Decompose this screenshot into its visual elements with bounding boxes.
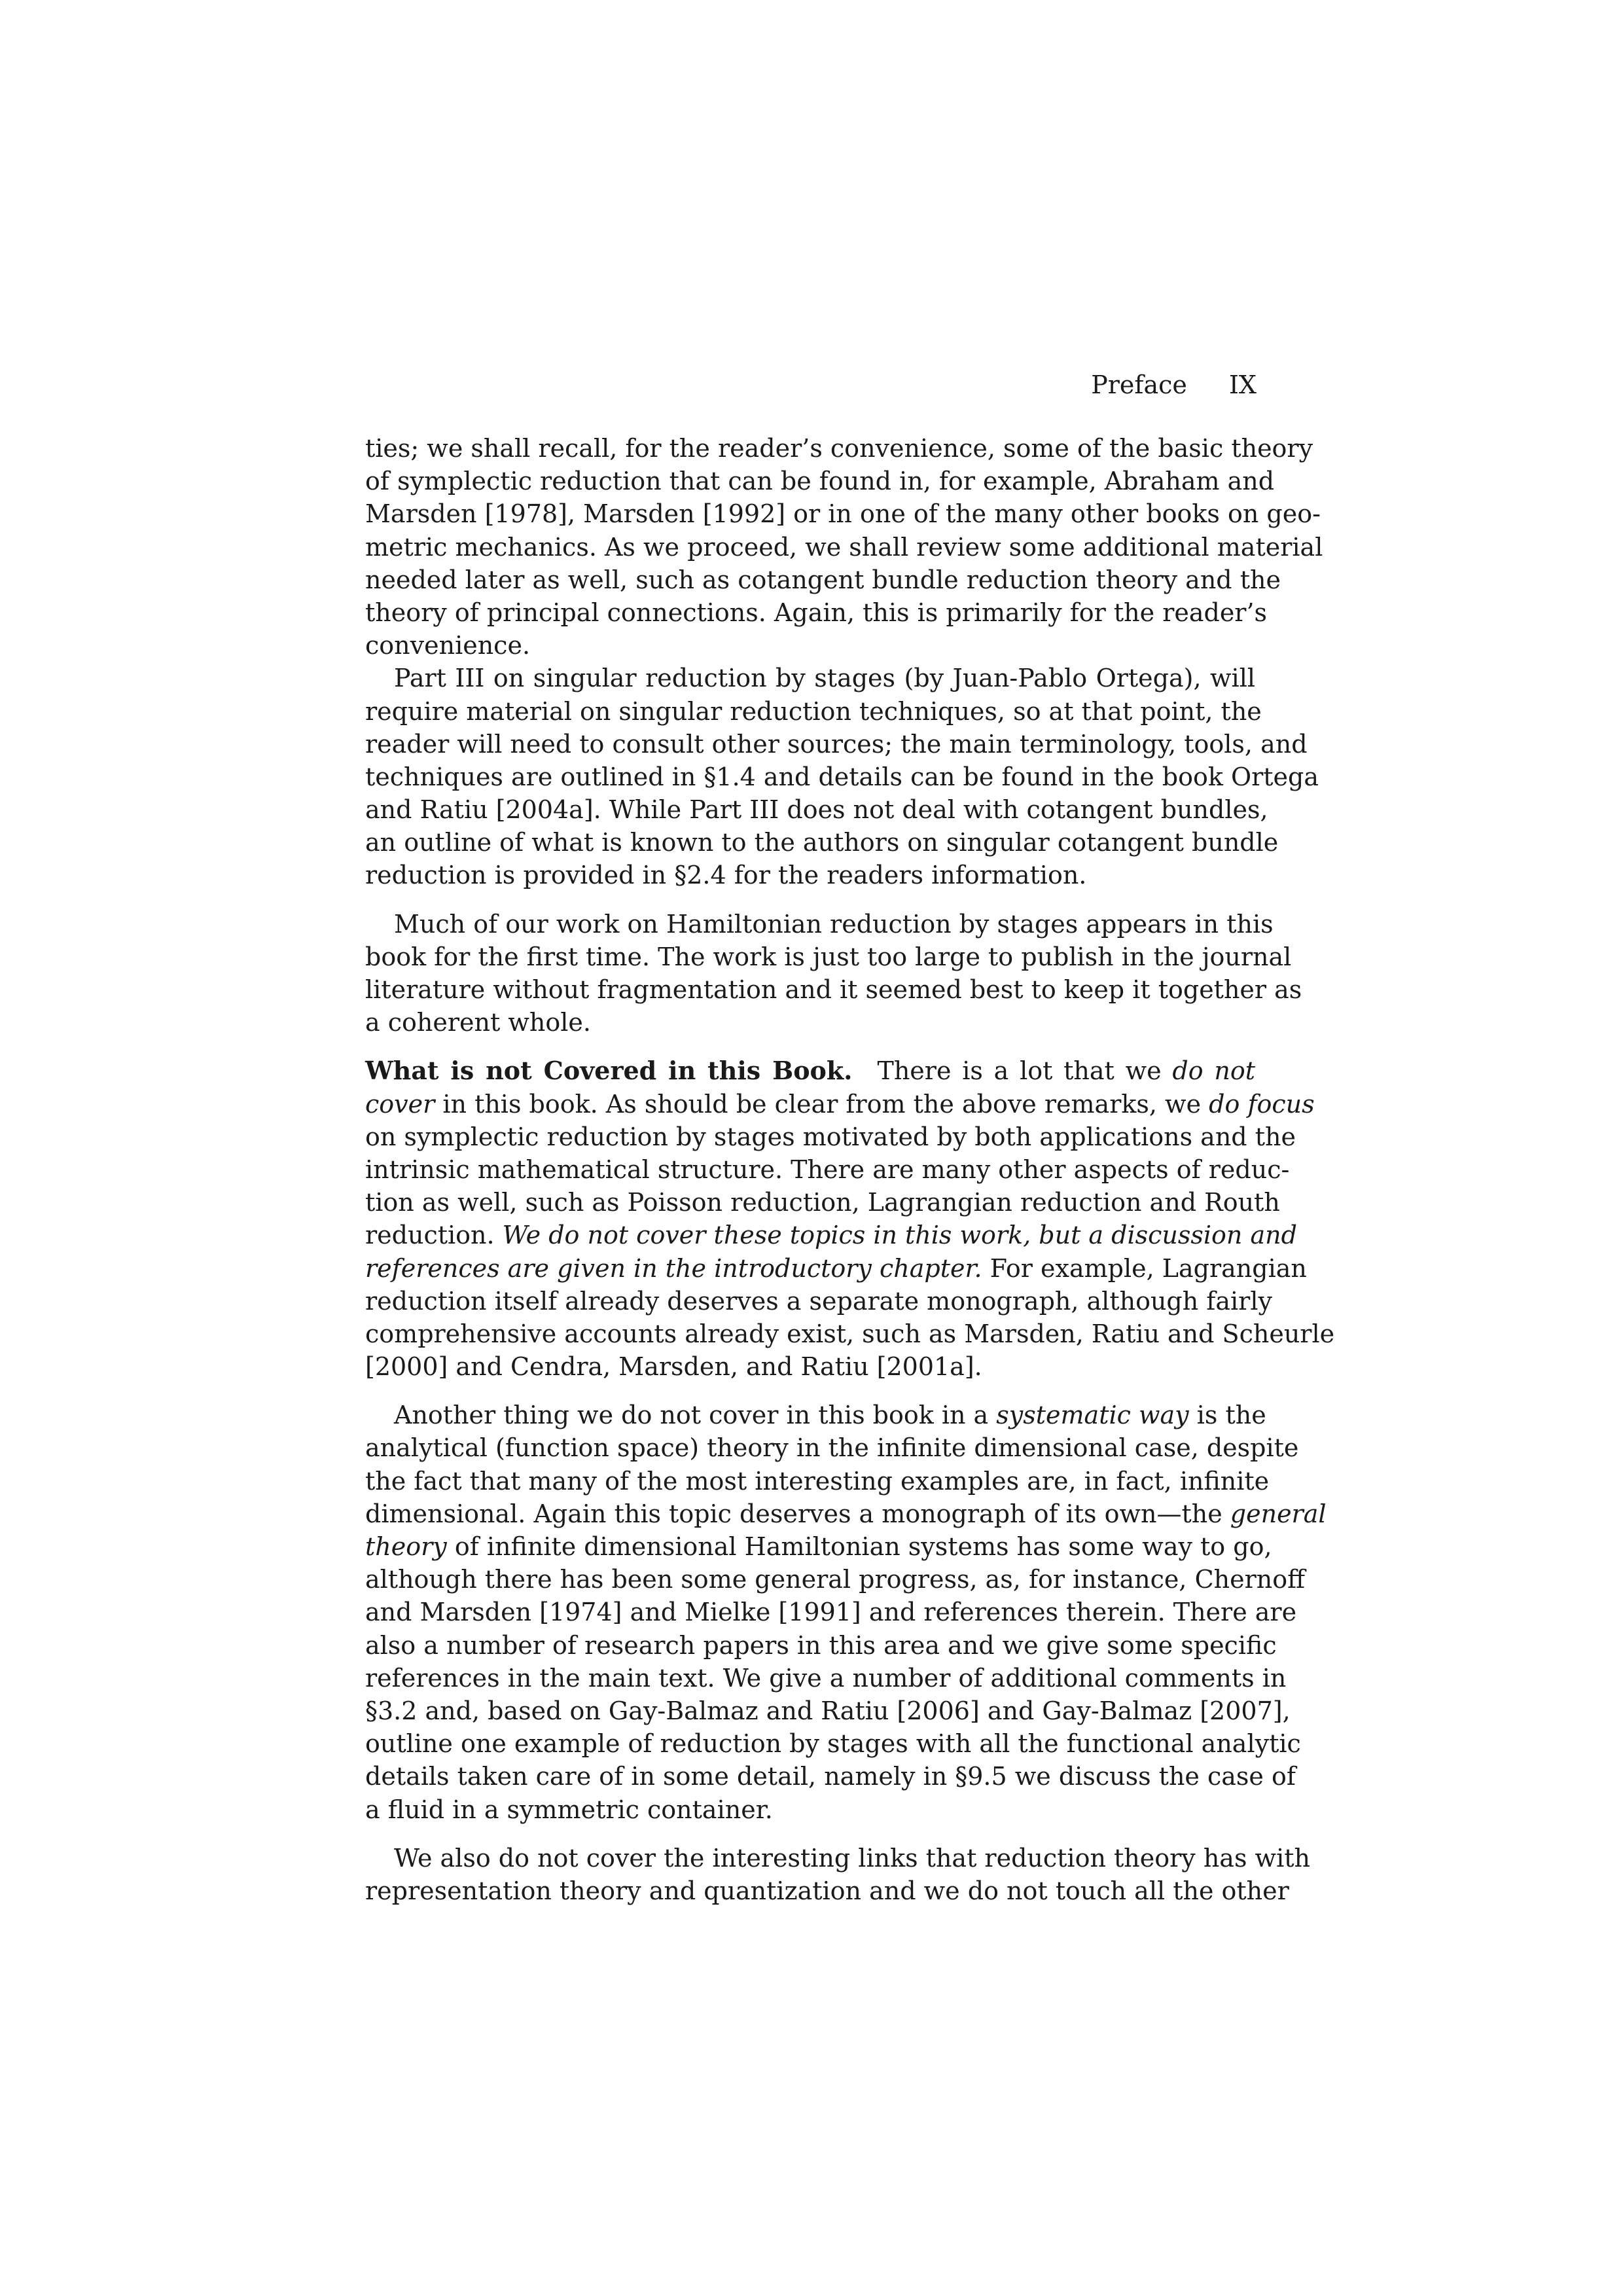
text-line: a fluid in a symmetric container. [365, 1795, 773, 1824]
text-line [365, 1530, 1272, 1563]
text-line: needed later as well, such as cotangent bundle reduction theory and the [365, 565, 1281, 594]
paragraph-gap [365, 1383, 1255, 1399]
running-head [1021, 365, 1257, 404]
emphasis-text: systematic way [996, 1401, 1189, 1430]
page-number: IX [1228, 370, 1257, 399]
text-line: and Ratiu [2004a]. While Part III does not deal with cotangent bundles, [365, 795, 1268, 825]
text-run: of infinite dimensional Hamiltonian systems has some way to go, [446, 1532, 1272, 1561]
section-run-in-heading: What is not Covered in this Book. [365, 1056, 853, 1086]
text-run: is the [1188, 1401, 1266, 1430]
text-line: [2000] and Cendra, Marsden, and Ratiu [2001a]. [365, 1352, 982, 1382]
paragraph [365, 1842, 1310, 1907]
text-run: There is a lot that we [877, 1056, 1173, 1086]
text-run: in this book. As should be clear from the above remarks, we [435, 1089, 1209, 1119]
paragraph [365, 662, 1319, 891]
paragraph-gap [365, 1039, 1255, 1054]
text-line: references in the main text. We give a number of additional comments in [365, 1663, 1287, 1693]
emphasis-text: general [1230, 1499, 1327, 1528]
emphasis-text: do not [1172, 1056, 1255, 1086]
text-line: analytical (function space) theory in the infinite dimensional case, despite [365, 1433, 1299, 1463]
paragraph-gap [365, 892, 1255, 908]
text-line: reduction itself already deserves a separate monograph, although fairly [365, 1286, 1272, 1316]
text-line [365, 1088, 1315, 1121]
emphasis-text: theory [365, 1532, 447, 1561]
text-line [365, 1399, 1266, 1431]
text-line: and Marsden [1974] and Mielke [1991] and references therein. There are [365, 1598, 1297, 1627]
text-run [852, 1056, 877, 1085]
text-line: Marsden [1978], Marsden [1992] or in one of the many other books on geo- [365, 499, 1321, 529]
emphasis-text: We do not cover these topics in this work, but a discussion and [502, 1221, 1297, 1250]
text-line: techniques are outlined in §1.4 and details can be found in the book Ortega [365, 762, 1319, 791]
text-line: theory of principal connections. Again, this is primarily for the reader’s [365, 598, 1268, 627]
text-line [365, 1219, 1297, 1251]
text-line: tion as well, such as Poisson reduction, Lagrangian reduction and Routh [365, 1188, 1280, 1217]
text-run: reduction. [365, 1221, 503, 1250]
text-line: an outline of what is known to the authors on singular cotangent bundle [365, 828, 1279, 857]
text-line: literature without fragmentation and it seemed best to keep it together as [365, 975, 1302, 1004]
emphasis-text: cover [365, 1089, 435, 1119]
text-line: on symplectic reduction by stages motivated by both applications and the [365, 1122, 1296, 1151]
text-line: ties; we shall recall, for the reader’s convenience, some of the basic theory [365, 434, 1313, 463]
body-text [365, 432, 1335, 1907]
text-line: book for the first time. The work is just too large to publish in the journal [365, 942, 1292, 971]
paragraph-gap [365, 1826, 1255, 1842]
text-line: representation theory and quantization and we do not touch all the other [365, 1876, 1289, 1905]
text-line: convenience. [365, 631, 531, 660]
text-line: Much of our work on Hamiltonian reduction by stages appears in this [394, 909, 1274, 939]
text-line [365, 1252, 1307, 1285]
paragraph [365, 908, 1302, 1039]
text-line: outline one example of reduction by stages with all the functional analytic [365, 1729, 1301, 1759]
text-line: intrinsic mathematical structure. There are many other aspects of reduc- [365, 1155, 1290, 1184]
text-line: comprehensive accounts already exist, such as Marsden, Ratiu and Scheurle [365, 1319, 1335, 1348]
text-line: §3.2 and, based on Gay-Balmaz and Ratiu [2006] and Gay-Balmaz [2007], [365, 1696, 1291, 1725]
text-line: Part III on singular reduction by stages (by Juan-Pablo Ortega), will [394, 664, 1255, 693]
text-line: require material on singular reduction techniques, so at that point, the [365, 696, 1262, 726]
text-line: reduction is provided in §2.4 for the readers information. [365, 861, 1087, 890]
text-line: We also do not cover the interesting links that reduction theory has with [394, 1843, 1310, 1873]
text-line: metric mechanics. As we proceed, we shall review some additional material [365, 532, 1323, 562]
paragraph-not-covered [365, 1054, 1335, 1383]
emphasis-text: references are given in the introductory chapter. [365, 1253, 982, 1283]
paragraph [365, 432, 1323, 662]
text-line: the fact that many of the most interesting examples are, in fact, infinite [365, 1466, 1270, 1496]
text-run: Another thing we do not cover in this book in a [394, 1401, 997, 1430]
text-line [365, 1498, 1327, 1530]
text-run: For example, Lagrangian [982, 1253, 1307, 1283]
text-line: details taken care of in some detail, namely in §9.5 we discuss the case of [365, 1762, 1296, 1791]
text-line: also a number of research papers in this area and we give some specific [365, 1630, 1277, 1660]
text-line: of symplectic reduction that can be found in, for example, Abraham and [365, 467, 1275, 496]
running-head-title: Preface [1091, 370, 1187, 399]
paragraph [365, 1399, 1327, 1825]
text-line: although there has been some general progress, as, for instance, Chernoff [365, 1565, 1306, 1594]
text-run: dimensional. Again this topic deserves a monograph of its own—the [365, 1499, 1230, 1528]
text-line: a coherent whole. [365, 1008, 591, 1037]
text-line: reader will need to consult other sources; the main terminology, tools, and [365, 729, 1308, 759]
text-line [365, 1054, 1255, 1087]
emphasis-text: do focus [1209, 1089, 1315, 1119]
